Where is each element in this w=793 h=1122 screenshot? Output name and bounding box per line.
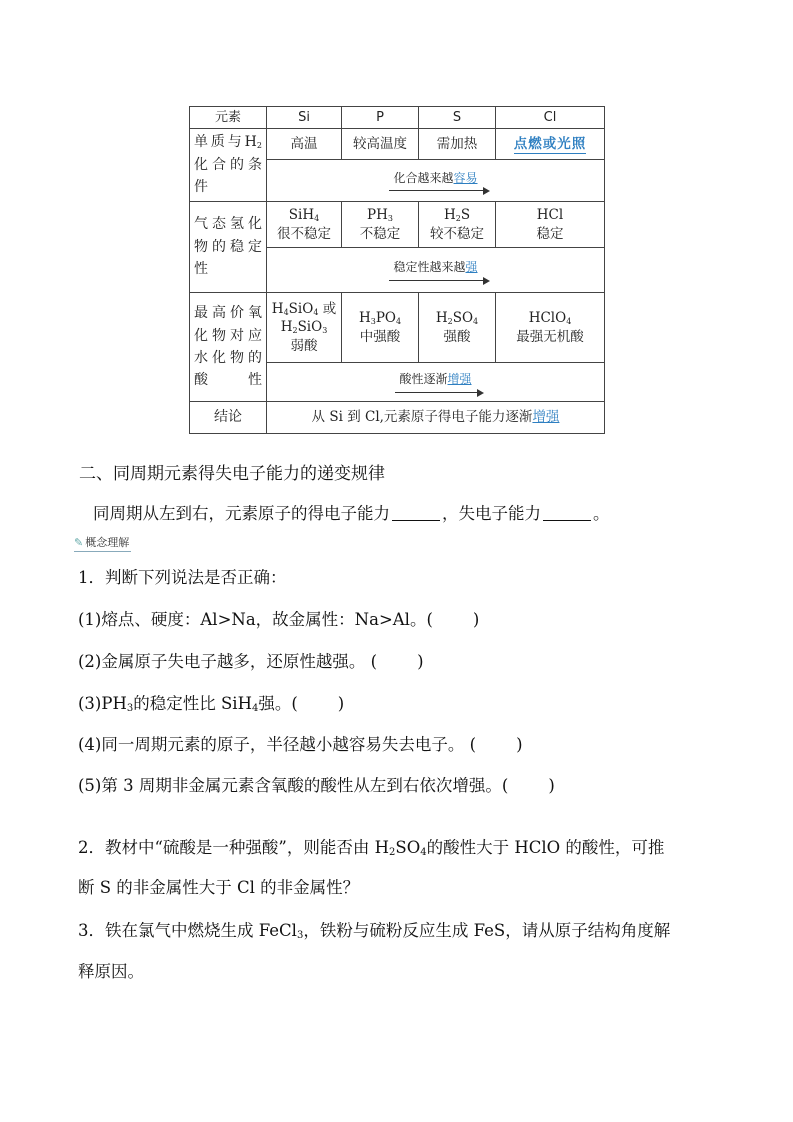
rule-sentence [93,500,610,524]
item-text: ) [337,694,345,713]
formula: H [358,309,371,326]
header-cell: Cl [496,107,605,129]
formula: H [271,300,284,317]
formula-sub: 4 [251,703,259,714]
table-cell: 较高温度 [342,129,419,160]
formula-sub: 2 [455,213,461,223]
q-text: 2．教材中“硫酸是一种强酸”，则能否由 H [78,838,390,857]
trend-cell [267,248,605,293]
table-cell: 需加热 [419,129,496,160]
rule-text: 。 [593,504,610,523]
formula: S [460,206,471,223]
conclusion-keyword: 增强 [532,409,560,426]
conclusion-cell [267,402,605,434]
question-2-line [78,834,664,858]
formula: H [435,309,448,326]
row-label-h2-combination [190,129,267,202]
table-row [190,293,605,363]
formula-sub: 4 [566,316,572,326]
trend-cell [267,363,605,402]
table-cell: 高温 [267,129,342,160]
trend-arrow [393,259,477,281]
formula: 或 [318,300,337,317]
item-text: ) [516,735,523,754]
formula-sub: 2 [292,326,298,336]
question-1-item [78,606,479,630]
table-cell [419,202,496,248]
formula: HCl [536,207,564,224]
table-cell [419,293,496,363]
trend-keyword: 增强 [447,372,472,387]
row-label-hydride-stability: 气态氢化物的稳定性 [190,202,267,293]
answer-blank[interactable] [392,505,440,521]
cell-text: 不稳定 [359,225,401,242]
header-cell: 元素 [190,107,267,129]
trend-keyword: 容易 [453,170,478,185]
item-text: (5)第 3 周期非金属元素含氧酸的酸性从左到右依次增强。( [78,776,509,795]
question-1-item [78,731,523,755]
table-cell [267,202,342,248]
formula: H [443,206,456,223]
header-cell: P [342,107,419,129]
q-text: 3．铁在氯气中燃烧生成 FeCl [78,921,297,940]
trend-cell [267,160,605,202]
formula: SiH [288,206,315,223]
concept-badge [74,534,131,552]
trend-arrow [399,371,471,393]
table-cell [496,129,605,160]
label-sub: 2 [256,141,262,151]
q-text: SO [395,838,421,857]
cell-text: 很不稳定 [277,225,331,242]
table-header-row [190,107,605,129]
cell-text: 最强无机酸 [516,328,584,345]
item-text: ) [548,776,555,795]
formula-sub: 4 [395,316,402,326]
question-2-line: 断 S 的非金属性大于 Cl 的非金属性？ [78,878,360,897]
formula: PO [375,309,396,326]
formula-sub: 3 [296,930,304,941]
row-label-conclusion: 结论 [190,402,267,434]
formula: SiO [288,300,314,317]
formula: SiO [297,319,323,336]
header-cell: Si [267,107,342,129]
header-cell: S [419,107,496,129]
formula: HClO [528,309,567,326]
table-row [190,129,605,160]
question-1-item [78,772,555,796]
formula-sub: 3 [370,316,376,326]
formula-sub: 4 [313,307,319,317]
q-text: ，铁粉与硫粉反应生成 FeS，请从原子结构角度解 [303,921,671,940]
question-3-line: 释原因。 [78,962,144,981]
trend-text: 稳定性越来越 [393,260,466,275]
item-text: 的稳定性比 SiH [133,694,252,713]
item-text: 强。( [258,694,298,713]
pencil-icon: ✎ [74,536,84,549]
formula-sub: 4 [473,316,479,326]
cell-text: 稳定 [536,225,564,242]
highlight-answer: 点燃或光照 [513,135,587,152]
question-3-line [78,917,670,941]
question-1-item [78,648,424,672]
cell-text: 中强酸 [359,328,401,345]
arrow-right-icon [483,187,490,195]
question-1-title: 1．判断下列说法是否正确： [78,568,287,587]
formula-sub: 3 [387,213,393,223]
formula-sub: 2 [447,316,453,326]
formula-sub: 3 [322,326,328,336]
formula: SO [452,309,474,326]
item-text: (4)同一周期元素的原子，半径越小越容易失去电子。 ( [78,735,477,754]
row-label-oxyacid-acidity: 最高价氧化物对应水化物的酸性 [190,293,267,402]
trend-text: 酸性逐渐 [399,372,448,387]
section-title: 二、同周期元素得失电子能力的递变规律 [79,464,385,484]
q-text: 的酸性大于 HClO 的酸性，可推 [426,838,665,857]
element-comparison-table [189,106,605,434]
trend-keyword: 强 [465,260,478,275]
formula: H [280,319,293,336]
rule-text: ，失电子能力 [442,504,541,523]
table-cell [496,202,605,248]
conclusion-text: 从 Si 到 Cl,元素原子得电子能力逐渐 [311,409,533,426]
table-cell [267,293,342,363]
formula-sub: 4 [314,213,320,223]
cell-text: 强酸 [443,328,471,345]
table-row [190,202,605,248]
table-cell [496,293,605,363]
formula-sub: 4 [283,307,289,317]
concept-label: 概念理解 [85,536,130,549]
item-text: ) [417,652,424,671]
rule-text: 同周期从左到右，元素原子的得电子能力 [93,504,390,523]
formula-sub: 4 [420,847,427,858]
item-text: (1)熔点、硬度：Al>Na，故金属性：Na>Al。( [78,610,433,629]
table-cell [342,293,419,363]
label-text: 单质与H [194,134,257,151]
formula-sub: 3 [126,703,134,714]
formula: PH [367,206,388,223]
item-text: (3)PH [78,694,127,713]
trend-arrow [393,170,477,192]
question-1-item [78,690,344,714]
item-text: (2)金属原子失电子越多，还原性越强。 ( [78,652,378,671]
table-cell [342,202,419,248]
answer-blank[interactable] [543,505,591,521]
label-text: 化合的条件 [194,156,262,196]
arrow-right-icon [477,389,484,397]
cell-text: 较不稳定 [430,225,484,242]
cell-text: 弱酸 [290,338,318,355]
trend-text: 化合越来越 [393,170,454,185]
item-text: ) [472,610,480,629]
formula-sub: 2 [389,847,396,858]
table-row [190,402,605,434]
arrow-right-icon [483,277,490,285]
